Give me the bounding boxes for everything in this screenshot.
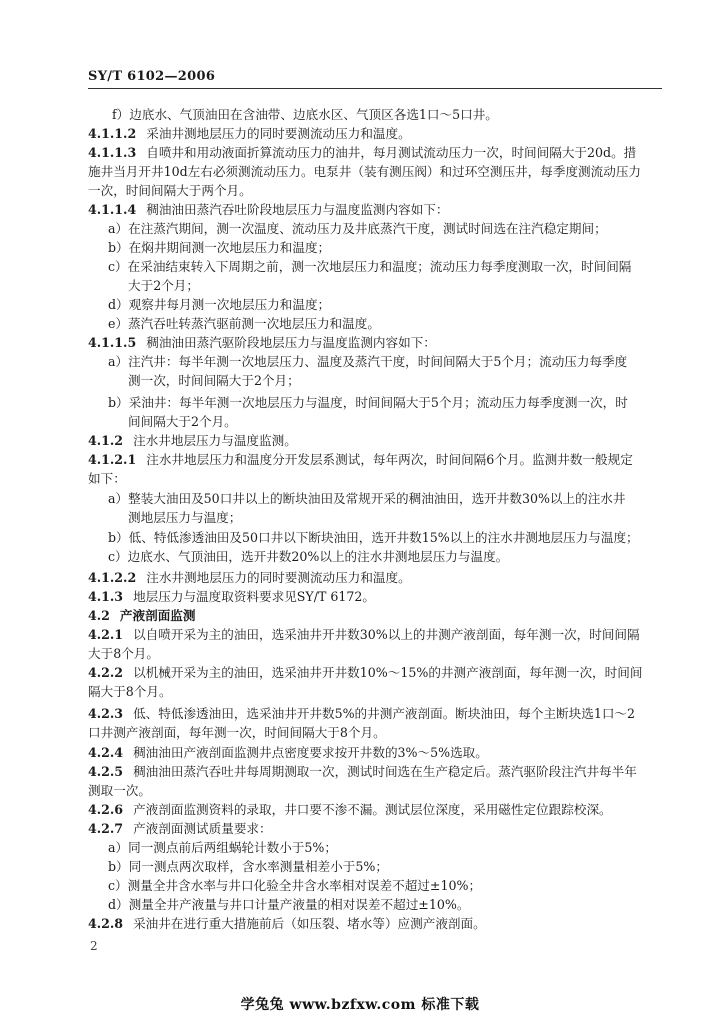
clause-line	[88, 145, 636, 161]
clause-text: 以机械开采为主的油田，选采油井开井数10%～15%的井测产液剖面，每年测一次，时间间	[133, 665, 643, 680]
clause-text: b）采油井：每半年测一次地层压力与温度，时间间隔大于5个月；流动压力每季度测一次，时	[108, 395, 628, 410]
clause-line	[88, 821, 272, 837]
clause-text: 大于8个月。	[88, 646, 159, 661]
clause-number: 4.2.1	[88, 627, 124, 642]
text-line	[108, 240, 330, 256]
text-line	[108, 259, 631, 275]
clause-text: 地层压力与温度取资料要求见SY/T 6172。	[133, 589, 376, 604]
clause-text: 低、特低渗透油田，选采油井开井数5%的井测产液剖面。断块油田，每个主断块选1口～2	[133, 706, 636, 721]
clause-line	[88, 202, 448, 218]
clause-text: b）同一测点两次取样，含水率测量相差小于5%；	[108, 859, 388, 874]
clause-number: 4.1.2.1	[88, 452, 137, 467]
clause-text: c）边底水、气顶油田，选开井数20%以上的注水井测地层压力与温度。	[108, 549, 509, 564]
text-line	[108, 221, 607, 237]
clause-number: 4.1.1.4	[88, 202, 137, 217]
text-line	[88, 783, 151, 799]
text-line	[88, 725, 386, 741]
text-line	[108, 549, 508, 565]
text-line	[128, 278, 199, 294]
text-line	[128, 510, 241, 526]
clause-text: 测一次，时间间隔大于2个月；	[128, 373, 300, 388]
text-line	[108, 395, 628, 411]
clause-text: 采油井在进行重大措施前后（如压裂、堵水等）应测产液剖面。	[133, 916, 486, 931]
clause-text: a）同一测点前后两组蜗轮计数小于5%；	[108, 840, 337, 855]
page-number: 2	[90, 939, 98, 953]
text-line	[112, 107, 498, 123]
clause-line	[88, 706, 635, 722]
clause-number: 4.1.1.3	[88, 145, 137, 160]
text-line	[108, 840, 337, 856]
clause-line	[88, 665, 642, 681]
clause-text: 稠油油田蒸汽吞吐阶段地层压力与温度监测内容如下：	[146, 202, 449, 217]
clause-text: 隔大于8个月。	[88, 684, 172, 699]
clause-number: 4.2.2	[88, 665, 124, 680]
clause-line	[88, 764, 637, 780]
clause-text: c）在采油结束转入下周期之前，测一次地层压力和温度；流动压力每季度测取一次，时间间隔	[108, 259, 632, 274]
clause-number: 4.1.3	[88, 589, 124, 604]
clause-line	[88, 608, 195, 624]
clause-number: 4.1.1.2	[88, 126, 137, 141]
header-divider	[88, 88, 662, 89]
clause-text: 稠油油田产液剖面监测井点密度要求按开井数的3%～5%选取。	[133, 745, 488, 760]
clause-text: 测取一次。	[88, 783, 151, 798]
clause-text: a）在注蒸汽期间，测一次温度、流动压力及井底蒸汽干度，测试时间选在注汽稳定期间；	[108, 221, 607, 236]
clause-number: 4.2.3	[88, 706, 124, 721]
text-line	[108, 859, 388, 875]
clause-text: 施井当月开井10d左右必须测流动压力。电泵井（装有测压阀）和过环空测压井，每季度测流动压力	[88, 164, 642, 179]
clause-text: c）测量全井含水率与井口化验全井含水率相对误差不超过±10%；	[108, 878, 482, 893]
clause-line	[88, 452, 633, 468]
clause-line	[88, 589, 375, 605]
text-line	[88, 164, 641, 180]
text-line	[88, 646, 159, 662]
clause-text: 间间隔大于2个月。	[128, 414, 237, 429]
clause-text: 产液剖面监测资料的录取，井口要不渗不漏。测试层位深度，采用磁性定位跟踪校深。	[133, 802, 612, 817]
clause-text: d）观察井每月测一次地层压力和温度；	[108, 297, 331, 312]
clause-text: b）低、特低渗透油田及50口井以下断块油田，选开井数15%以上的注水井测地层压力与温度；	[108, 530, 639, 545]
clause-number: 4.2	[88, 608, 110, 623]
clause-text: 一次，时间间隔大于两个月。	[88, 183, 252, 198]
text-line	[128, 414, 237, 430]
text-line	[108, 530, 639, 546]
site-watermark-link[interactable]: 学兔兔 www.bzfxw.com 标准下载	[240, 997, 480, 1013]
text-line	[108, 297, 330, 313]
clause-text: 测地层压力与温度；	[128, 510, 242, 525]
clause-number: 4.1.2	[88, 433, 124, 448]
clause-text: b）在焖井期间测一次地层压力和温度；	[108, 240, 331, 255]
clause-text: 口井测产液剖面，每年测一次，时间间隔大于8个月。	[88, 725, 386, 740]
text-line	[88, 183, 252, 199]
text-line	[108, 354, 627, 370]
clause-text: d）测量全井产液量与井口计量产液量的相对误差不超过±10%。	[108, 897, 470, 912]
clause-number: 4.2.8	[88, 916, 124, 931]
clause-text: a）整装大油田及50口井以上的断块油田及常规开采的稠油油田，选开井数30%以上的注水井	[108, 491, 626, 506]
clause-text: 采油井测地层压力的同时要测流动压力和温度。	[146, 126, 411, 141]
clause-line	[88, 802, 612, 818]
clause-text: f）边底水、气顶油田在含油带、边底水区、气顶区各选1口～5口井。	[112, 107, 498, 122]
text-line	[108, 878, 481, 894]
text-line	[108, 897, 469, 913]
clause-text: 注水井测地层压力的同时要测流动压力和温度。	[146, 570, 411, 585]
standard-code-header: SY/T 6102—2006	[88, 69, 216, 84]
clause-text: 注水井地层压力与温度监测。	[133, 433, 297, 448]
clause-text: a）注汽井：每半年测一次地层压力、温度及蒸汽干度，时间间隔大于5个月；流动压力每季度	[108, 354, 628, 369]
clause-number: 4.2.5	[88, 764, 124, 779]
text-line	[108, 316, 380, 332]
clause-number: 4.1.1.5	[88, 335, 137, 350]
clause-number: 4.2.4	[88, 745, 124, 760]
clause-number: 4.2.6	[88, 802, 124, 817]
clause-line	[88, 745, 488, 761]
clause-line	[88, 335, 436, 351]
clause-line	[88, 570, 411, 586]
clause-text: 注水井地层压力和温度分开发层系测试，每年两次，时间间隔6个月。监测井数一般规定	[146, 452, 633, 467]
text-line	[108, 491, 626, 507]
clause-text: 稠油油田蒸汽驱阶段地层压力与温度监测内容如下：	[146, 335, 436, 350]
clause-text: 产液剖面测试质量要求：	[133, 821, 272, 836]
clause-number: 4.1.2.2	[88, 570, 137, 585]
clause-text: e）蒸汽吞吐转蒸汽驱前测一次地层压力和温度。	[108, 316, 380, 331]
text-line	[88, 471, 126, 487]
section-heading: 产液剖面监测	[119, 608, 196, 623]
clause-text: 以自喷开采为主的油田，选采油井开井数30%以上的井测产液剖面，每年测一次，时间间隔	[133, 627, 640, 642]
clause-text: 大于2个月；	[128, 278, 199, 293]
clause-text: 自喷井和用动液面折算流动压力的油井，每月测试流动压力一次，时间间隔大于20d。措	[146, 145, 637, 160]
text-line	[128, 373, 300, 389]
clause-line	[88, 126, 411, 142]
clause-line	[88, 916, 486, 932]
clause-text: 如下：	[88, 471, 126, 486]
clause-text: 稠油油田蒸汽吞吐井每周期测取一次，测试时间选在生产稳定后。蒸汽驱阶段注汽井每半年	[133, 764, 637, 779]
clause-line	[88, 627, 640, 643]
clause-line	[88, 433, 297, 449]
clause-number: 4.2.7	[88, 821, 124, 836]
text-line	[88, 684, 172, 700]
